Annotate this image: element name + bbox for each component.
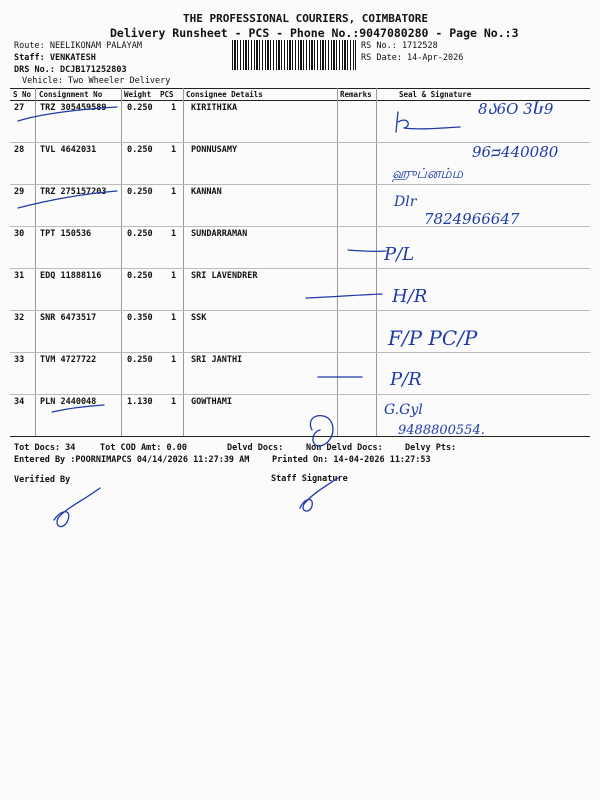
col-remarks: Remarks [340, 90, 372, 99]
row-weight: 0.250 [127, 229, 153, 239]
drs-number: DRS No.: DCJB171252803 [14, 65, 127, 75]
row-pcs: 1 [171, 355, 177, 365]
row-sno: 31 [14, 271, 25, 281]
row-sno: 29 [14, 187, 25, 197]
entered-by: Entered By :POORNIMAPCS 04/14/2026 11:27:39 AM [14, 455, 250, 465]
row-sno: 27 [14, 103, 25, 113]
rs-number: RS No.: 1712528 [361, 41, 438, 51]
row-consignee: SRI LAVENDRER [191, 271, 258, 281]
row-consignment-no: TVL 4642031 [40, 145, 97, 155]
non-delvd-docs: Non Delvd Docs: [306, 443, 383, 453]
row-consignment-no: EDQ 11888116 [40, 271, 102, 281]
delvd-docs: Delvd Docs: [227, 443, 284, 453]
row-weight: 0.250 [127, 145, 153, 155]
row-consignment-no: TVM 4727722 [40, 355, 97, 365]
staff-signature [300, 478, 338, 511]
vehicle: Vehicle: Two Wheeler Delivery [22, 76, 171, 86]
handwritten-name: G.Gyl [384, 402, 423, 418]
row-consignee: KANNAN [191, 187, 222, 197]
row-consignee: SSK [191, 313, 207, 323]
row-pcs: 1 [171, 103, 177, 113]
tot-docs: Tot Docs: 34 [14, 443, 76, 453]
row-consignment-no: TRZ 275157203 [40, 187, 107, 197]
row-consignee: KIRITHIKA [191, 103, 238, 113]
col-weight: Weight [124, 90, 152, 99]
row-consignee: SUNDARRAMAN [191, 229, 248, 239]
staff-signature-label: Staff Signature [271, 474, 348, 484]
rs-date: RS Date: 14-Apr-2026 [361, 53, 464, 63]
row-sno: 28 [14, 145, 25, 155]
handwritten-phone: 7824966647 [424, 210, 520, 228]
route: Route: NEELIKONAM PALAYAM [14, 41, 142, 51]
dash-mark [306, 294, 382, 298]
row-pcs: 1 [171, 397, 177, 407]
row-sno: 34 [14, 397, 25, 407]
staff-label: Staff: VENKATESH [14, 53, 96, 63]
col-consignee: Consignee Details [186, 90, 263, 99]
row-sno: 32 [14, 313, 25, 323]
col-sno: S No [13, 90, 32, 99]
strike-mark [18, 107, 117, 121]
handwritten-status: P/R [390, 369, 422, 390]
handwritten-status: F/P PC/P [388, 326, 478, 350]
delvy-pts: Delvy Pts: [405, 443, 457, 453]
signature-mark [396, 112, 460, 132]
row-consignee: PONNUSAMY [191, 145, 238, 155]
row-pcs: 1 [171, 313, 177, 323]
handwritten-phone: 9488800554. [398, 423, 485, 438]
printed-on: Printed On: 14-04-2026 11:27:53 [272, 455, 431, 465]
row-consignment-no: SNR 6473517 [40, 313, 97, 323]
row-consignee: GOWTHAMI [191, 397, 232, 407]
handwritten-note: Dlr [394, 194, 417, 210]
row-weight: 1.130 [127, 397, 153, 407]
row-consignee: SRI JANTHI [191, 355, 243, 365]
strike-mark [18, 191, 117, 208]
handwritten-phone: 96ᴝ440080 [472, 143, 559, 161]
row-consignment-no: TRZ 305459589 [40, 103, 107, 113]
col-consignment: Consignment No [39, 90, 103, 99]
staff-name: VENKATESH [49, 53, 96, 63]
row-pcs: 1 [171, 145, 177, 155]
tot-cod-amount: Tot COD Amt: 0.00 [100, 443, 187, 453]
handwritten-name: ஹுப்னம்ம [392, 166, 463, 182]
row-sno: 33 [14, 355, 25, 365]
row-weight: 0.350 [127, 313, 153, 323]
row-pcs: 1 [171, 229, 177, 239]
row-sno: 30 [14, 229, 25, 239]
handwritten-status: H/R [392, 286, 428, 307]
row-weight: 0.250 [127, 103, 153, 113]
strike-mark [52, 405, 104, 412]
row-pcs: 1 [171, 187, 177, 197]
seal-circle-mark [310, 416, 333, 446]
company-title: THE PROFESSIONAL COURIERS, COIMBATORE [183, 12, 429, 25]
handwritten-status: P/L [384, 244, 415, 265]
row-consignment-no: PLN 2440048 [40, 397, 97, 407]
row-pcs: 1 [171, 271, 177, 281]
row-weight: 0.250 [127, 187, 153, 197]
verified-by-label: Verified By [14, 475, 71, 485]
col-seal-signature: Seal & Signature [399, 90, 472, 99]
row-weight: 0.250 [127, 355, 153, 365]
row-consignment-no: TPT 150536 [40, 229, 92, 239]
runsheet-title: Delivery Runsheet - PCS - Phone No.:9047080280 - Page No.:3 [110, 26, 519, 40]
col-pcs: PCS [160, 90, 174, 99]
verified-by-signature [54, 488, 100, 527]
handwritten-note: 8Ა6O 3Ⴑ9 [478, 100, 554, 118]
dash-mark [348, 250, 386, 251]
row-weight: 0.250 [127, 271, 153, 281]
